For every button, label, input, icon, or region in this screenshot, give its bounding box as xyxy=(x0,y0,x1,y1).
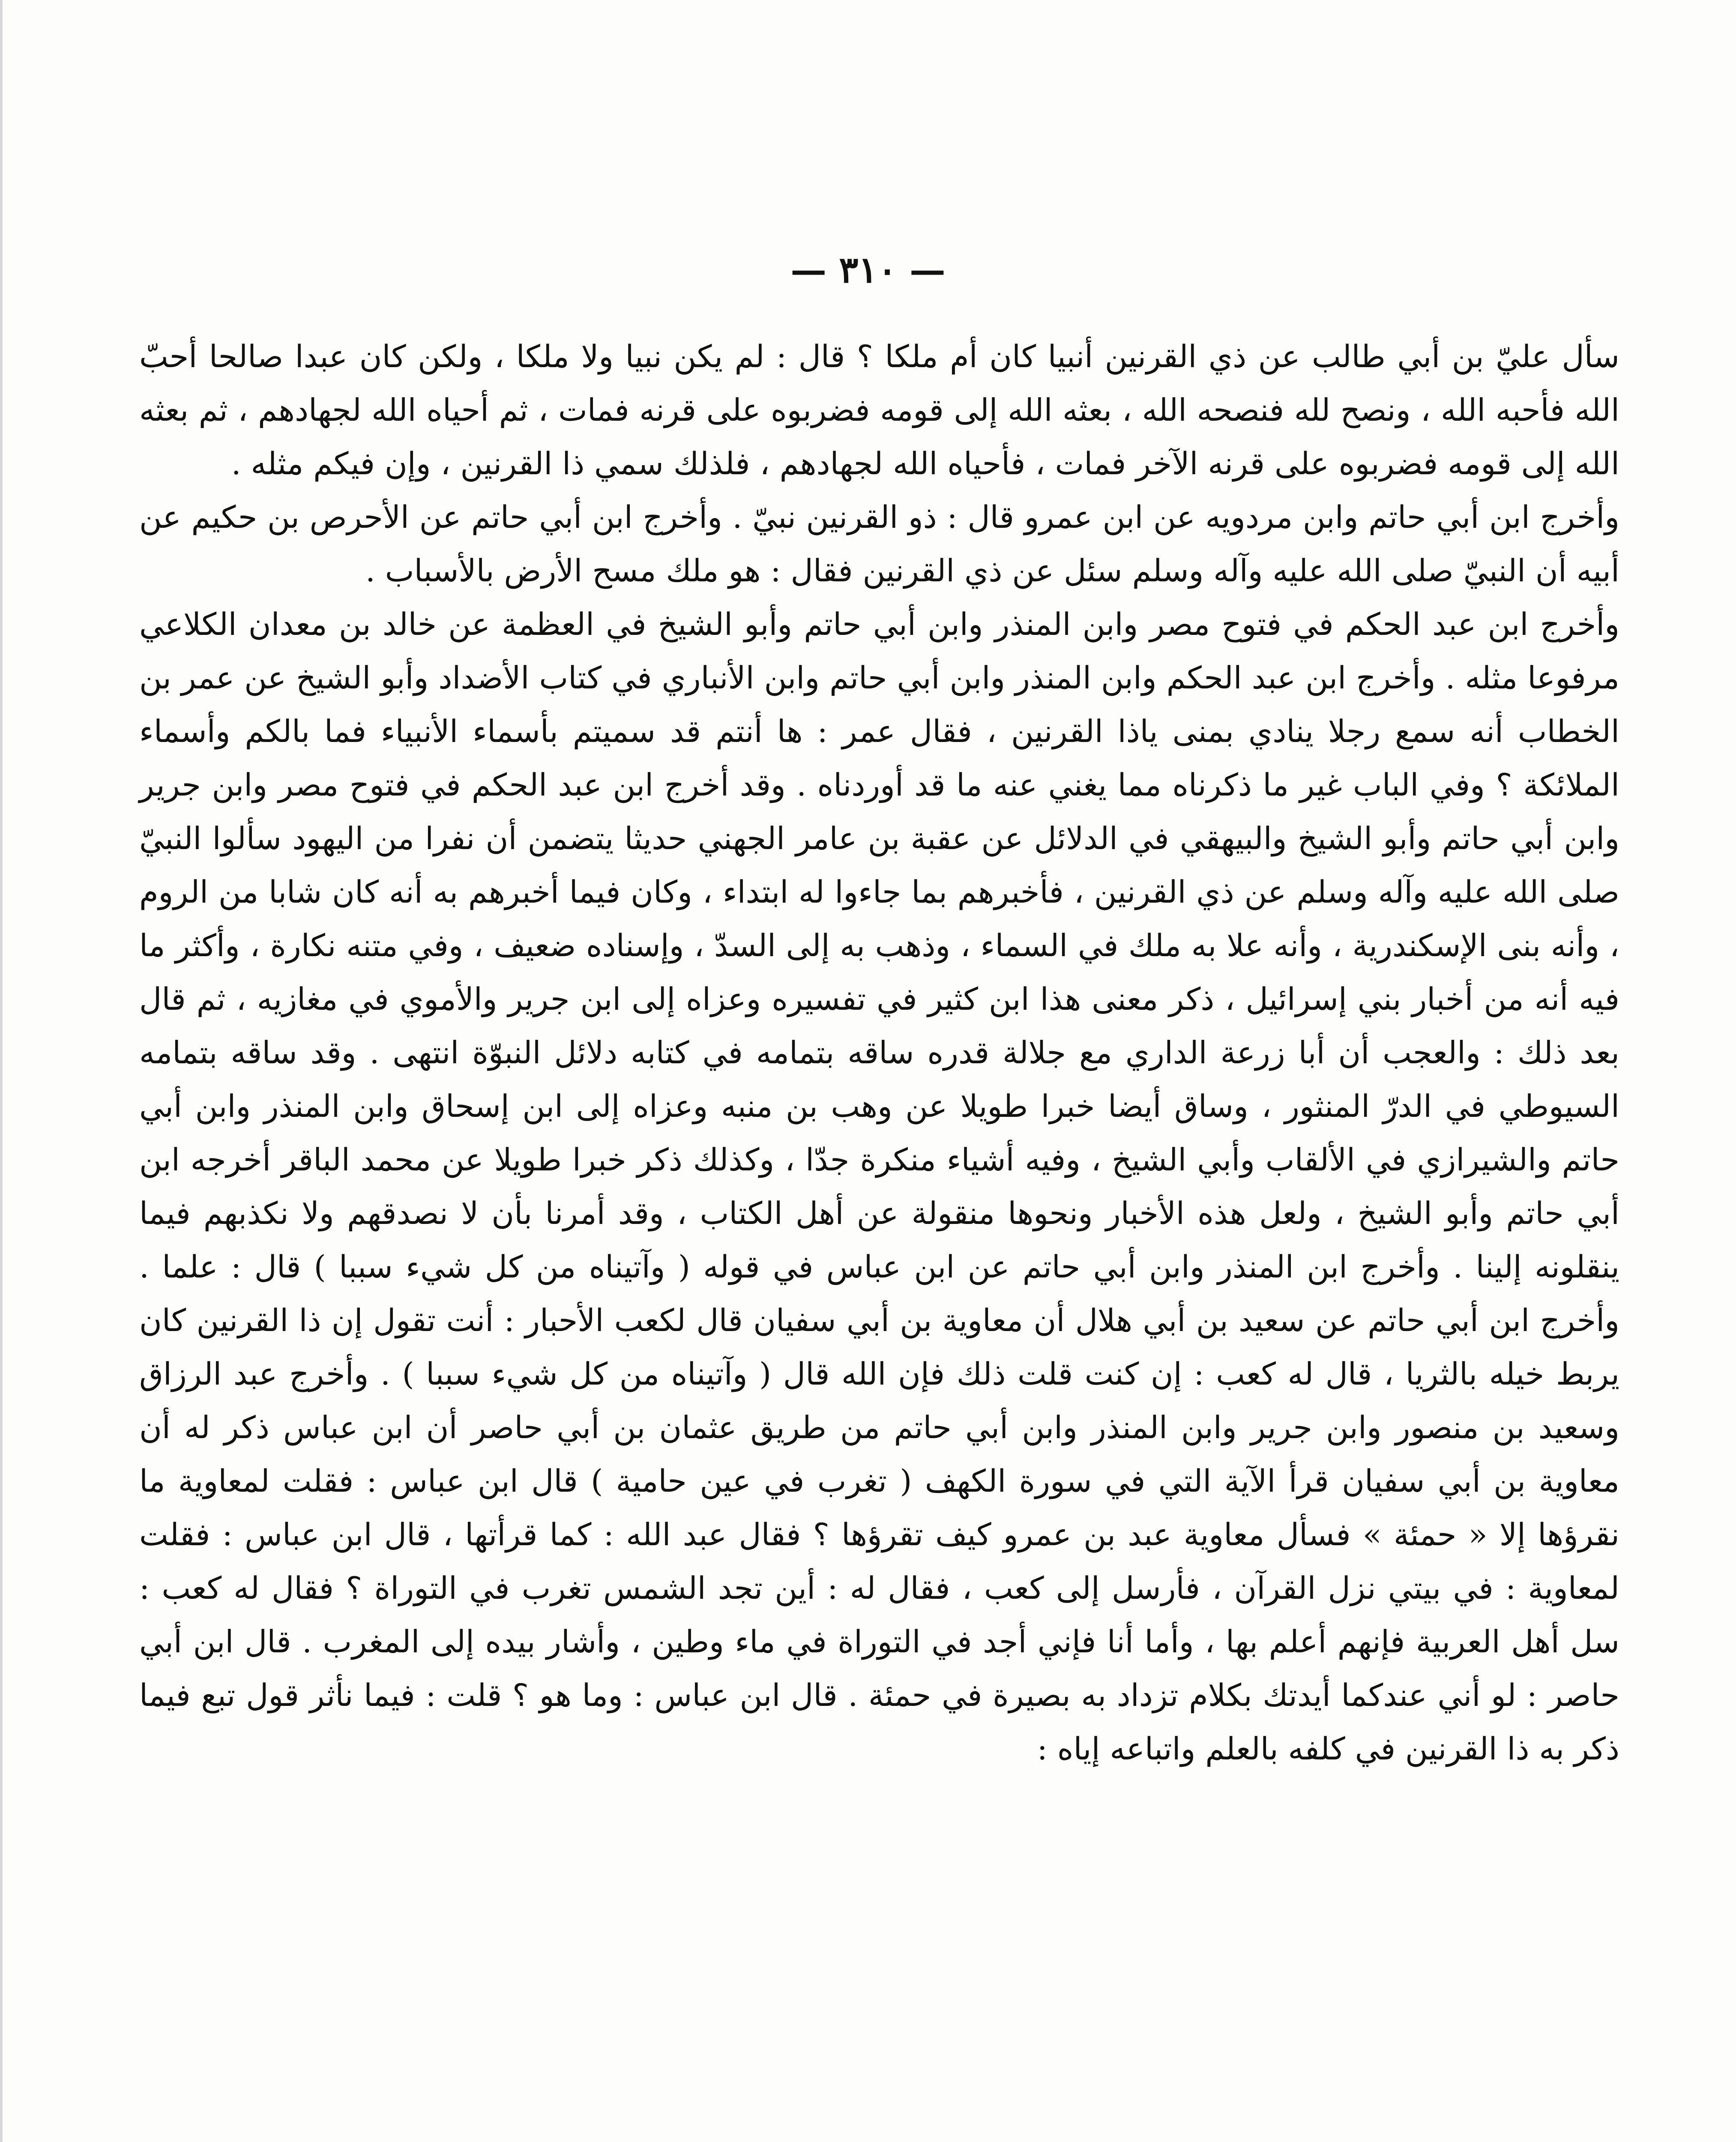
paragraph: سأل عليّ بن أبي طالب عن ذي القرنين أنبيا كان أم ملكا ؟ قال : لم يكن نبيا ولا ملكا ، ولكن كان عبدا صالحا أحبّ الله فأحبه الله ، ونصح لله فنصحه الله ، بعثه الله إلى قومه فضربوه على قرنه فمات ، ثم أحياه الله لجهادهم ، ثم بعثه الله إلى قومه فضربوه على قرنه الآخر فمات ، فأحياه الله لجهادهم ، فلذلك سمي ذا القرنين ، وإن فيكم مثله . xyxy=(139,338,1619,482)
page-number: — ٣١٠ — xyxy=(790,248,946,291)
paragraph: وأخرج ابن أبي حاتم وابن مردويه عن ابن عمرو قال : ذو القرنين نبيّ . وأخرج ابن أبي حاتم عن الأحرص بن حكيم عن أبيه أن النبيّ صلى الله عليه وآله وسلم سئل عن ذي القرنين فقال : هو ملك مسح الأرض بالأسباب . xyxy=(139,499,1619,589)
scan-edge xyxy=(0,0,3,2142)
body-text xyxy=(139,330,1619,1776)
paragraph: وأخرج ابن عبد الحكم في فتوح مصر وابن المنذر وابن أبي حاتم وأبو الشيخ في العظمة عن خالد بن معدان الكلاعي مرفوعا مثله . وأخرج ابن عبد الحكم وابن المنذر وابن أبي حاتم وابن الأنباري في كتاب الأضداد وأبو الشيخ عن عمر بن الخطاب أنه سمع رجلا ينادي بمنى ياذا القرنين ، فقال عمر : ها أنتم قد سميتم بأسماء الأنبياء فما بالكم وأسماء الملائكة ؟ وفي الباب غير ما ذكرناه مما يغني عنه ما قد أوردناه . وقد أخرج ابن عبد الحكم في فتوح مصر وابن جرير وابن أبي حاتم وأبو الشيخ والبيهقي في الدلائل عن عقبة بن عامر الجهني حديثا يتضمن أن نفرا من اليهود سألوا النبيّ صلى الله عليه وآله وسلم عن ذي القرنين ، فأخبرهم بما جاءوا له ابتداء ، وكان فيما أخبرهم به أنه كان شابا من الروم ، وأنه بنى الإسكندرية ، وأنه علا به ملك في السماء ، وذهب به إلى السدّ ، وإسناده ضعيف ، وفي متنه نكارة ، وأكثر ما فيه أنه من أخبار بني إسرائيل ، ذكر معنى هذا ابن كثير في تفسيره وعزاه إلى ابن جرير والأموي في مغازيه ، ثم قال بعد ذلك : والعجب أن أبا زرعة الداري مع جلالة قدره ساقه بتمامه في كتابه دلائل النبوّة انتهى . وقد ساقه بتمامه السيوطي في الدرّ المنثور ، وساق أيضا خبرا طويلا عن وهب بن منبه وعزاه إلى ابن إسحاق وابن المنذر وابن أبي حاتم والشيرازي في الألقاب وأبي الشيخ ، وفيه أشياء منكرة جدّا ، وكذلك ذكر خبرا طويلا عن محمد الباقر أخرجه ابن أبي حاتم وأبو الشيخ ، ولعل هذه الأخبار ونحوها منقولة عن أهل الكتاب ، وقد أمرنا بأن لا نصدقهم ولا نكذبهم فيما ينقلونه إلينا . وأخرج ابن المنذر وابن أبي حاتم عن ابن عباس في قوله ( وآتيناه من كل شيء سببا ) قال : علما . وأخرج ابن أبي حاتم عن سعيد بن أبي هلال أن معاوية بن أبي سفيان قال لكعب الأحبار : أنت تقول إن ذا القرنين كان يربط خيله بالثريا ، قال له كعب : إن كنت قلت ذلك فإن الله قال ( وآتيناه من كل شيء سببا ) . وأخرج عبد الرزاق وسعيد بن منصور وابن جرير وابن المنذر وابن أبي حاتم من طريق عثمان بن أبي حاصر أن ابن عباس ذكر له أن معاوية بن أبي سفيان قرأ الآية التي في سورة الكهف ( تغرب في عين حامية ) قال ابن عباس : فقلت لمعاوية ما نقرؤها إلا « حمئة » فسأل معاوية عبد بن عمرو كيف تقرؤها ؟ فقال عبد الله : كما قرأتها ، قال ابن عباس : فقلت لمعاوية : في بيتي نزل القرآن ، فأرسل إلى كعب ، فقال له : أين تجد الشمس تغرب في التوراة ؟ فقال له كعب : سل أهل العربية فإنهم أعلم بها ، وأما أنا فإني أجد في التوراة في ماء وطين ، وأشار بيده إلى المغرب . قال ابن أبي حاصر : لو أني عندكما أيدتك بكلام تزداد به بصيرة في حمئة . قال ابن عباس : وما هو ؟ قلت : فيما نأثر قول تبع فيما ذكر به ذا القرنين في كلفه بالعلم واتباعه إياه : xyxy=(139,606,1620,1767)
